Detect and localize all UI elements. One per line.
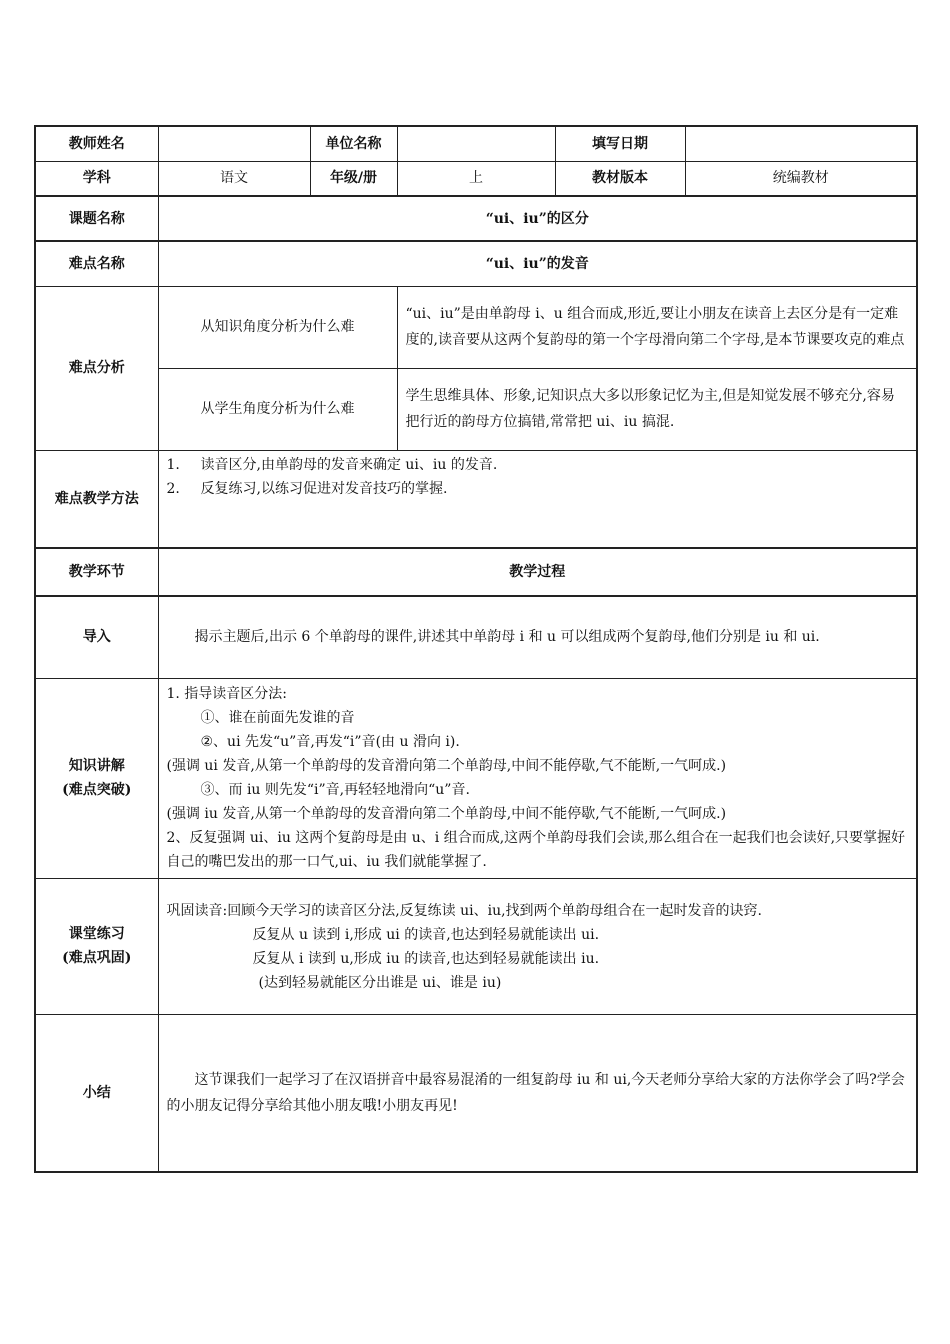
grade-label: 年级/册	[310, 161, 397, 196]
grade-value: 上	[397, 161, 555, 196]
explain-label-line1: 知识讲解	[68, 758, 125, 774]
unit-name-value[interactable]	[397, 126, 555, 161]
analysis-label: 难点分析	[35, 286, 158, 450]
teacher-name-value[interactable]	[158, 126, 310, 161]
row-subject-info	[35, 161, 917, 196]
row-topic	[35, 196, 917, 241]
practice-label	[35, 878, 158, 1014]
topic-label: 课题名称	[35, 196, 158, 241]
difficulty-label: 难点名称	[35, 241, 158, 286]
row-difficulty	[35, 241, 917, 286]
method-item-number: 2.	[166, 480, 180, 497]
summary-text: 这节课我们一起学习了在汉语拼音中最容易混淆的一组复韵母 iu 和 ui,今天老师分享给大家的方法你学会了吗?学会的小朋友记得分享给其他小朋友哦!小朋友再见!	[158, 1014, 917, 1172]
row-intro	[35, 596, 917, 678]
explain-line: 1. 指导读音区分法:	[166, 686, 288, 702]
subject-label: 学科	[35, 161, 158, 196]
row-teacher-info	[35, 126, 917, 161]
explain-line: ③、而 iu 则先发“i”音,再轻轻地滑向“u”音.	[200, 782, 470, 798]
explain-line: (强调 iu 发音,从第一个单韵母的发音滑向第二个单韵母,中间不能停歇,气不能断,一气呵成.)	[166, 806, 727, 822]
practice-line: (达到轻易就能区分出谁是 ui、谁是 iu)	[258, 974, 502, 991]
row-analysis-knowledge	[35, 286, 917, 368]
knowledge-angle-label: 从知识角度分析为什么难	[158, 286, 397, 368]
practice-content	[158, 878, 917, 1014]
row-practice	[35, 878, 917, 1014]
row-explain	[35, 678, 917, 878]
knowledge-angle-text: “ui、iu”是由单韵母 i、u 组合而成,形近,要让小朋友在读音上去区分是有一定难度的,读音要从这两个复韵母的第一个字母滑向第二个字母,是本节课要攻克的难点	[397, 286, 917, 368]
practice-label-line2: (难点巩固)	[62, 950, 132, 966]
practice-line: 反复从 i 读到 u,形成 iu 的读音,也达到轻易就能读出 iu.	[252, 950, 600, 967]
method-item-number: 1.	[166, 456, 180, 473]
explain-line: ②、ui 先发“u”音,再发“i”音(由 u 滑向 i).	[200, 734, 460, 750]
method-item	[167, 477, 909, 501]
method-item	[167, 453, 909, 477]
method-item-text: 反复练习,以练习促进对发音技巧的掌握.	[200, 480, 448, 497]
explain-line: (强调 ui 发音,从第一个单韵母的发音滑向第二个单韵母,中间不能停歇,气不能断,一气呵成.)	[166, 758, 727, 774]
process-header-label: 教学过程	[158, 548, 917, 596]
stage-header-label: 教学环节	[35, 548, 158, 596]
fill-date-label: 填写日期	[555, 126, 685, 161]
explain-label	[35, 678, 158, 878]
lesson-plan-table	[34, 125, 918, 1173]
practice-line: 巩固读音:回顾今天学习的读音区分法,反复练读 ui、iu,找到两个单韵母组合在一起时发音的诀窍.	[166, 902, 763, 919]
explain-line: ①、谁在前面先发谁的音	[200, 710, 355, 726]
student-angle-label: 从学生角度分析为什么难	[158, 368, 397, 450]
practice-line: 反复从 u 读到 i,形成 ui 的读音,也达到轻易就能读出 ui.	[252, 926, 600, 943]
edition-label: 教材版本	[555, 161, 685, 196]
explain-line: 2、反复强调 ui、iu 这两个复韵母是由 u、i 组合而成,这两个单韵母我们会读,那么组合在一起我们也会读好,只要掌握好自己的嘴巴发出的那一口气,ui、iu 我们就能掌握了.	[166, 830, 906, 870]
intro-text: 揭示主题后,出示 6 个单韵母的课件,讲述其中单韵母 i 和 u 可以组成两个复韵母,他们分别是 iu 和 ui.	[158, 596, 917, 678]
teacher-name-label: 教师姓名	[35, 126, 158, 161]
intro-label: 导入	[35, 596, 158, 678]
method-item-text: 读音区分,由单韵母的发音来确定 ui、iu 的发音.	[200, 456, 498, 473]
edition-value: 统编教材	[685, 161, 917, 196]
row-process-header	[35, 548, 917, 596]
practice-label-line1: 课堂练习	[68, 926, 125, 942]
method-content	[158, 450, 917, 548]
fill-date-value[interactable]	[685, 126, 917, 161]
subject-value: 语文	[158, 161, 310, 196]
row-summary	[35, 1014, 917, 1172]
explain-content	[158, 678, 917, 878]
row-method	[35, 450, 917, 548]
summary-label: 小结	[35, 1014, 158, 1172]
difficulty-value: “ui、iu”的发音	[158, 241, 917, 286]
unit-name-label: 单位名称	[310, 126, 397, 161]
student-angle-text: 学生思维具体、形象,记知识点大多以形象记忆为主,但是知觉发展不够充分,容易把行近的韵母方位搞错,常常把 ui、iu 搞混.	[397, 368, 917, 450]
explain-label-line2: (难点突破)	[62, 782, 132, 798]
row-analysis-student	[35, 368, 917, 450]
topic-value: “ui、iu”的区分	[158, 196, 917, 241]
method-label: 难点教学方法	[35, 450, 158, 548]
